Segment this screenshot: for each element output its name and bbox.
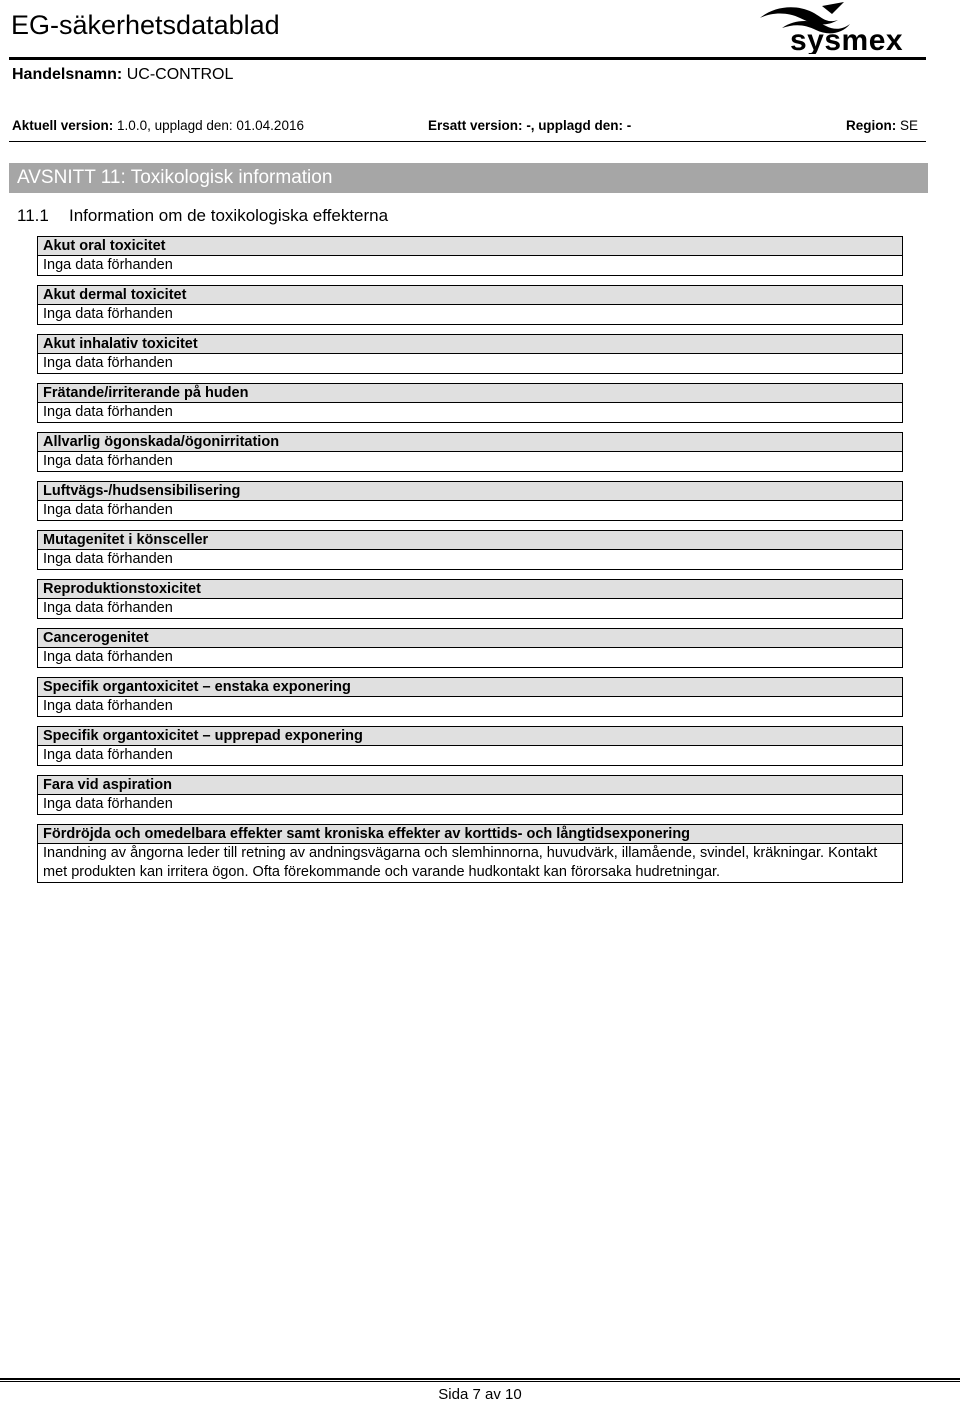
entry-value: Inga data förhanden	[43, 747, 173, 763]
sysmex-logo-icon	[752, 2, 928, 54]
entry-sensitisation	[37, 481, 903, 521]
page-number: Sida 7 av 10	[438, 1386, 522, 1403]
entry-value: Inga data förhanden	[43, 453, 173, 469]
current-version-label: Aktuell version:	[12, 118, 114, 133]
svg-text:sysmex: sysmex	[790, 24, 904, 54]
current-version-value: 1.0.0, upplagd den: 01.04.2016	[117, 118, 304, 133]
entry-label: Cancerogenitet	[38, 629, 902, 648]
entry-label: Specifik organtoxicitet – upprepad exponering	[38, 727, 902, 746]
replaced-version-label: Ersatt version:	[428, 118, 523, 133]
entry-label: Akut inhalativ toxicitet	[38, 335, 902, 354]
entry-value: Inga data förhanden	[43, 796, 173, 812]
entry-value: Inga data förhanden	[43, 404, 173, 420]
replaced-version-value: -, upplagd den: -	[526, 118, 632, 133]
trade-name	[12, 65, 233, 85]
entry-aspiration	[37, 775, 903, 815]
entry-value: Inga data förhanden	[43, 649, 173, 665]
entry-acute-inhalation	[37, 334, 903, 374]
entry-skin-corrosion	[37, 383, 903, 423]
replaced-version	[428, 117, 631, 134]
entry-label: Mutagenitet i könsceller	[38, 531, 902, 550]
trade-name-value: UC-CONTROL	[126, 66, 234, 83]
entry-label: Fördröjda och omedelbara effekter samt kroniska effekter av korttids- och långtidsexponering	[38, 825, 902, 844]
footer-divider	[0, 1378, 960, 1380]
entry-value: Inga data förhanden	[43, 502, 173, 518]
subsection-title: Information om de toxikologiska effekterna	[69, 206, 389, 225]
entry-value: Inga data förhanden	[43, 306, 173, 322]
entry-acute-dermal	[37, 285, 903, 325]
entry-carcinogenicity	[37, 628, 903, 668]
entry-value: Inga data förhanden	[43, 551, 173, 567]
entry-stot-repeated	[37, 726, 903, 766]
region	[846, 117, 918, 134]
subsection-heading	[17, 206, 388, 226]
entry-value: Inga data förhanden	[43, 355, 173, 371]
entry-label: Fara vid aspiration	[38, 776, 902, 795]
entry-acute-oral	[37, 236, 903, 276]
section-title: AVSNITT 11: Toxikologisk information	[9, 163, 928, 193]
entry-value: Inga data förhanden	[43, 698, 173, 714]
toxicity-entries	[37, 236, 903, 892]
entry-label: Allvarlig ögonskada/ögonirritation	[38, 433, 902, 452]
entry-stot-single	[37, 677, 903, 717]
entry-eye-damage	[37, 432, 903, 472]
footer-divider-thin	[0, 1381, 960, 1382]
entry-label: Akut dermal toxicitet	[38, 286, 902, 305]
entry-reproductive	[37, 579, 903, 619]
current-version	[12, 117, 304, 134]
entry-label: Luftvägs-/hudsensibilisering	[38, 482, 902, 501]
entry-label: Akut oral toxicitet	[38, 237, 902, 256]
document-title: EG-säkerhetsdatablad	[11, 10, 280, 40]
region-value: SE	[900, 118, 919, 133]
entry-delayed-effects	[37, 824, 903, 883]
entry-value: Inga data förhanden	[43, 600, 173, 616]
subsection-number: 11.1	[17, 206, 49, 225]
entry-value: Inandning av ångorna leder till retning av andningsvägarna och slemhinnorna, huvudvärk, illamående, svindel, kräkningar. Kontakt met produkten kan irritera ögon. Ofta förekommande och varande hudkontakt kan förorsaka hudretningar.	[43, 845, 878, 880]
entry-label: Reproduktionstoxicitet	[38, 580, 902, 599]
entry-label: Frätande/irriterande på huden	[38, 384, 902, 403]
sysmex-logo	[752, 2, 928, 54]
trade-name-label: Handelsnamn:	[12, 66, 123, 83]
region-label: Region:	[846, 118, 897, 133]
header-divider	[9, 57, 926, 60]
entry-value: Inga data förhanden	[43, 257, 173, 273]
entry-label: Specifik organtoxicitet – enstaka exponering	[38, 678, 902, 697]
version-divider	[9, 141, 926, 142]
entry-mutagenicity	[37, 530, 903, 570]
